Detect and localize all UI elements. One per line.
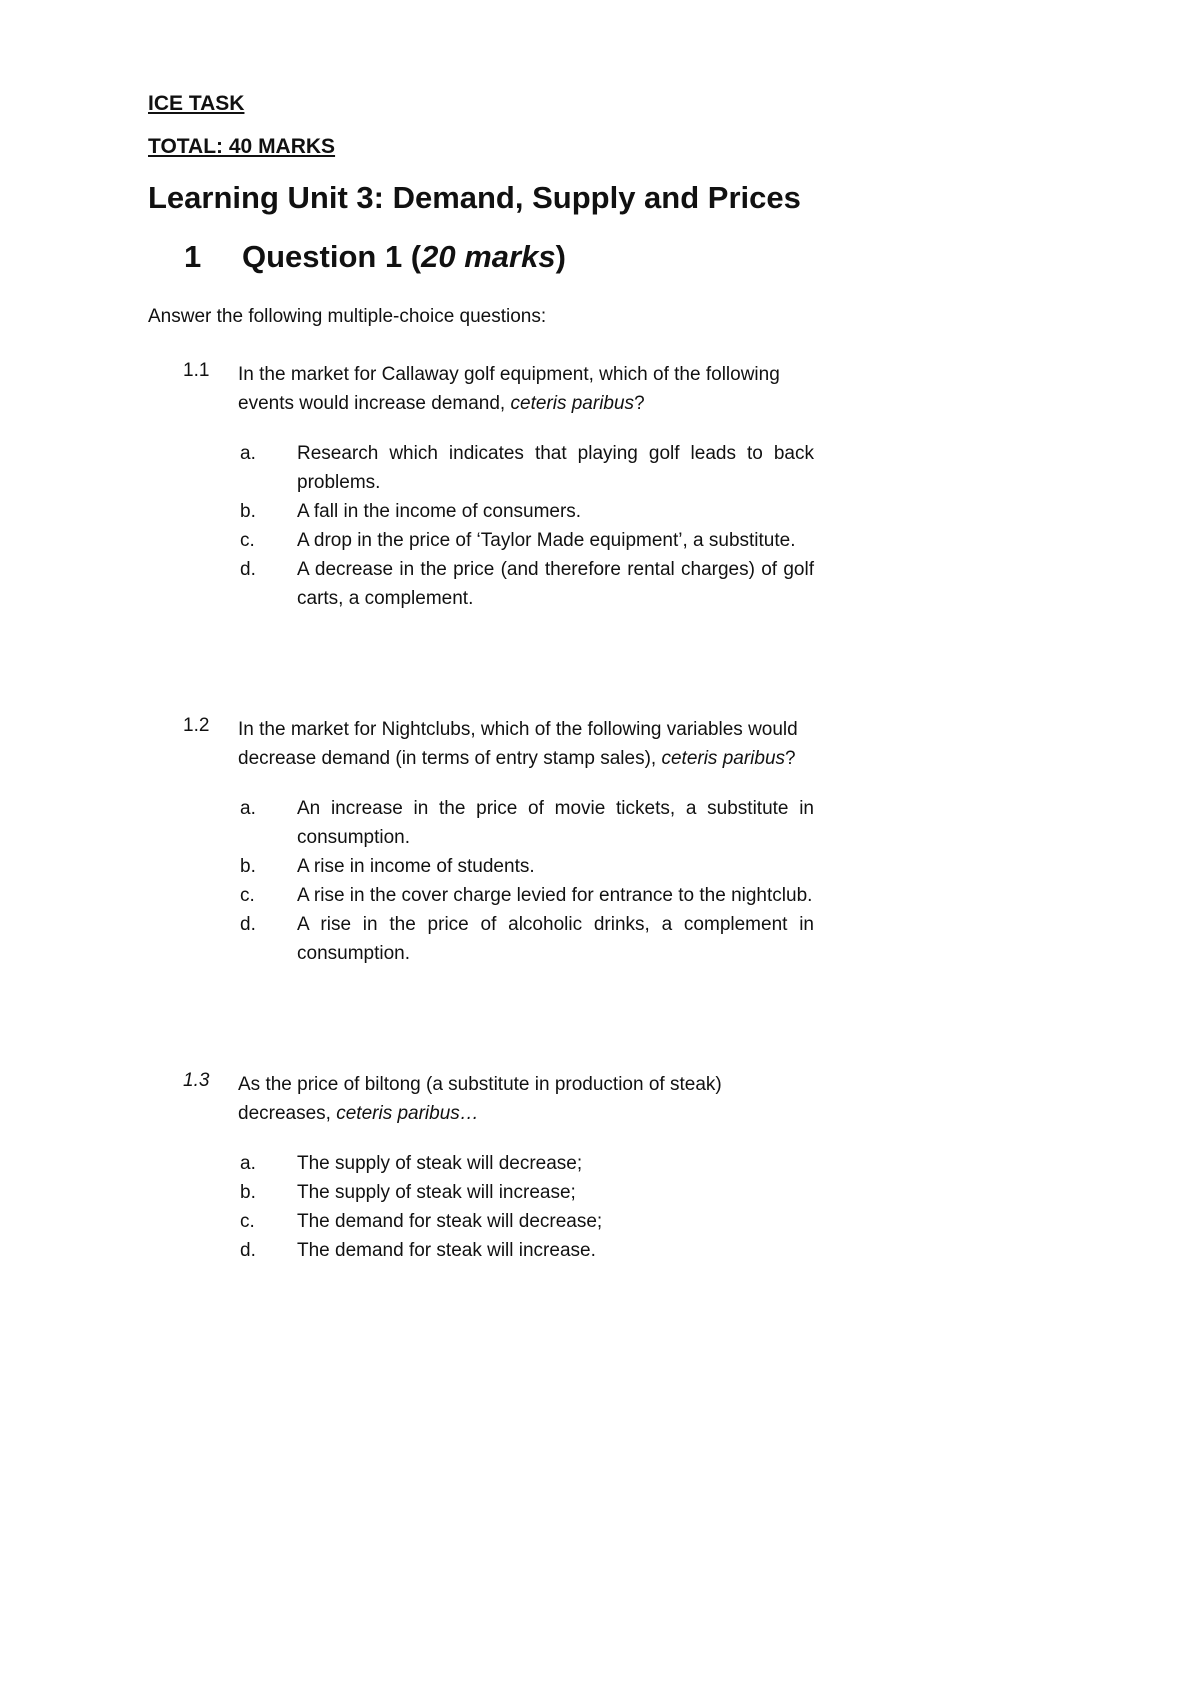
option-list <box>148 794 828 968</box>
option-d <box>148 555 828 613</box>
option-text: A rise in the cover charge levied for entrance to the nightclub. <box>297 885 813 906</box>
question-heading-close: ) <box>555 239 566 274</box>
option-text: A fall in the income of consumers. <box>297 501 582 522</box>
option-c <box>148 526 828 555</box>
unit-heading: Learning Unit 3: Demand, Supply and Prices <box>148 180 801 215</box>
option-letter: c. <box>240 1211 255 1232</box>
option-letter: d. <box>240 1240 256 1261</box>
question-number: 1.2 <box>183 715 210 736</box>
question-text <box>238 360 803 418</box>
option-list <box>148 439 828 613</box>
question-text-end: ? <box>634 393 645 414</box>
option-d <box>148 910 828 968</box>
instructions: Answer the following multiple-choice questions: <box>148 306 547 327</box>
option-b <box>148 1178 828 1207</box>
option-text: An increase in the price of movie tickets, a substitute in consumption. <box>297 798 814 848</box>
question-heading-title: Question 1 ( <box>242 239 422 274</box>
option-a <box>148 794 828 852</box>
option-text: The supply of steak will increase; <box>297 1182 576 1203</box>
option-c <box>148 1207 828 1236</box>
question-text-italic: ceteris paribus <box>661 748 786 769</box>
question-text-main: In the market for Callaway golf equipment, which of the following events would increase demand, <box>238 364 780 414</box>
option-letter: b. <box>240 1182 256 1203</box>
question-number: 1.1 <box>183 360 210 381</box>
question-1-2 <box>148 715 828 968</box>
question-heading <box>148 239 566 275</box>
option-c <box>148 881 828 910</box>
question-1-1 <box>148 360 828 613</box>
option-text: Research which indicates that playing golf leads to back problems. <box>297 443 814 493</box>
option-text: A drop in the price of ‘Taylor Made equipment’, a substitute. <box>297 530 796 551</box>
question-number: 1.3 <box>183 1070 210 1091</box>
option-letter: c. <box>240 530 255 551</box>
question-text-main: In the market for Nightclubs, which of the following variables would decrease demand (in terms of entry stamp sales), <box>238 719 798 769</box>
option-letter: a. <box>240 1153 256 1174</box>
option-letter: b. <box>240 501 256 522</box>
question-text-end: ? <box>785 748 796 769</box>
option-text: The demand for steak will decrease; <box>297 1211 603 1232</box>
option-d <box>148 1236 828 1265</box>
option-list <box>148 1149 828 1265</box>
ice-task-label: ICE TASK <box>148 92 245 115</box>
option-letter: b. <box>240 856 256 877</box>
question-1-3 <box>148 1070 828 1265</box>
option-letter: a. <box>240 443 256 464</box>
option-text: A rise in income of students. <box>297 856 535 877</box>
option-letter: c. <box>240 885 255 906</box>
option-text: The demand for steak will increase. <box>297 1240 596 1261</box>
question-text <box>238 1070 758 1128</box>
question-text <box>238 715 803 773</box>
option-text: A decrease in the price (and therefore rental charges) of golf carts, a complement. <box>297 559 814 609</box>
question-text-main: As the price of biltong (a substitute in production of steak) decreases, <box>238 1074 722 1124</box>
question-text-italic: ceteris paribus… <box>336 1103 479 1124</box>
option-text: The supply of steak will decrease; <box>297 1153 583 1174</box>
question-heading-number: 1 <box>184 239 202 274</box>
option-letter: d. <box>240 559 256 580</box>
total-marks-label: TOTAL: 40 MARKS <box>148 135 336 158</box>
option-letter: d. <box>240 914 256 935</box>
option-b <box>148 497 828 526</box>
option-letter: a. <box>240 798 256 819</box>
option-a <box>148 439 828 497</box>
option-b <box>148 852 828 881</box>
question-text-italic: ceteris paribus <box>510 393 635 414</box>
option-text: A rise in the price of alcoholic drinks, a complement in consumption. <box>297 914 814 964</box>
option-a <box>148 1149 828 1178</box>
question-heading-marks: 20 marks <box>421 239 556 274</box>
